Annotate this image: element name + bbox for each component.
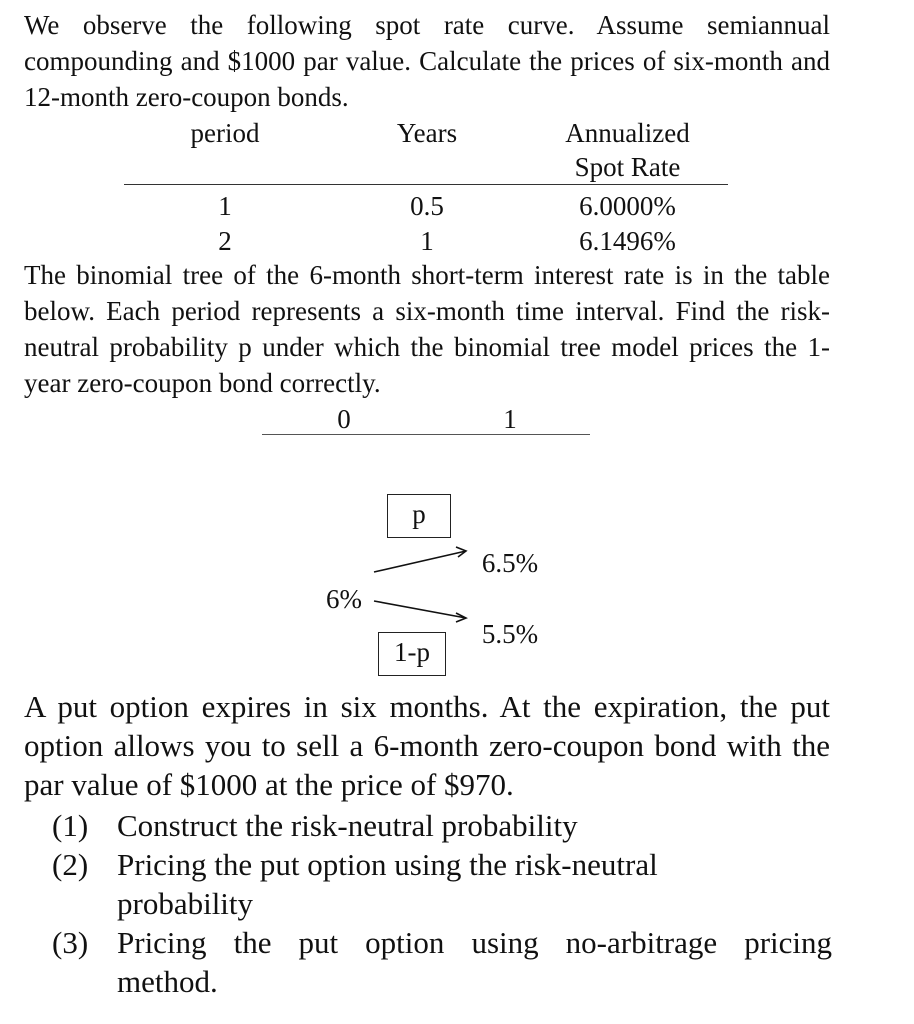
question-3-number: (3): [52, 925, 89, 960]
header-years: Years: [396, 118, 458, 148]
question-3-text-cont: method.: [117, 964, 218, 999]
header-rate-line2: Spot Rate: [574, 152, 681, 182]
down-probability-box: 1-p: [378, 632, 446, 676]
tree-paragraph: The binomial tree of the 6-month short-term interest rate is in the table below. Each period represents a six-month time interval. Find the risk-neutral probability p under which the binomial tree model prices the 1-year zero-coupon bond correctly.: [24, 260, 830, 398]
row1-rate: 6.0000%: [579, 191, 676, 221]
row1-years: 0.5: [410, 191, 444, 221]
put-option-paragraph: A put option expires in six months. At the expiration, the put option allows you to sell a 6-month zero-coupon bond with the par value of $1000 at the price of $970.: [24, 689, 830, 802]
root-rate: 6%: [326, 584, 362, 614]
row2-rate: 6.1496%: [579, 226, 676, 256]
down-arrow: [374, 601, 466, 622]
question-2-number: (2): [52, 847, 89, 882]
row2-years: 1: [420, 226, 434, 256]
question-1-text: Construct the risk-neutral probability: [117, 808, 578, 843]
up-arrow: [374, 547, 466, 572]
row1-period: 1: [218, 191, 232, 221]
question-2-text-cont: probability: [117, 886, 254, 921]
up-probability-box: p: [387, 494, 451, 538]
up-rate: 6.5%: [481, 548, 539, 578]
question-2-text: Pricing the put option using the risk-neutral: [117, 847, 658, 882]
question-3-text: Pricing the put option using no-arbitrage pricing: [117, 925, 832, 960]
question-1-number: (1): [52, 808, 89, 843]
tree-header-0: 0: [337, 404, 351, 434]
header-rate-line1: Annualized: [565, 118, 690, 148]
header-period: period: [190, 118, 260, 148]
tree-header-1: 1: [503, 404, 517, 434]
down-rate: 5.5%: [481, 619, 539, 649]
row2-period: 2: [218, 226, 232, 256]
intro-paragraph: We observe the following spot rate curve. Assume semiannual compounding and $1000 par value. Calculate the prices of six-month and 12-month zero-coupon bonds.: [24, 10, 830, 112]
